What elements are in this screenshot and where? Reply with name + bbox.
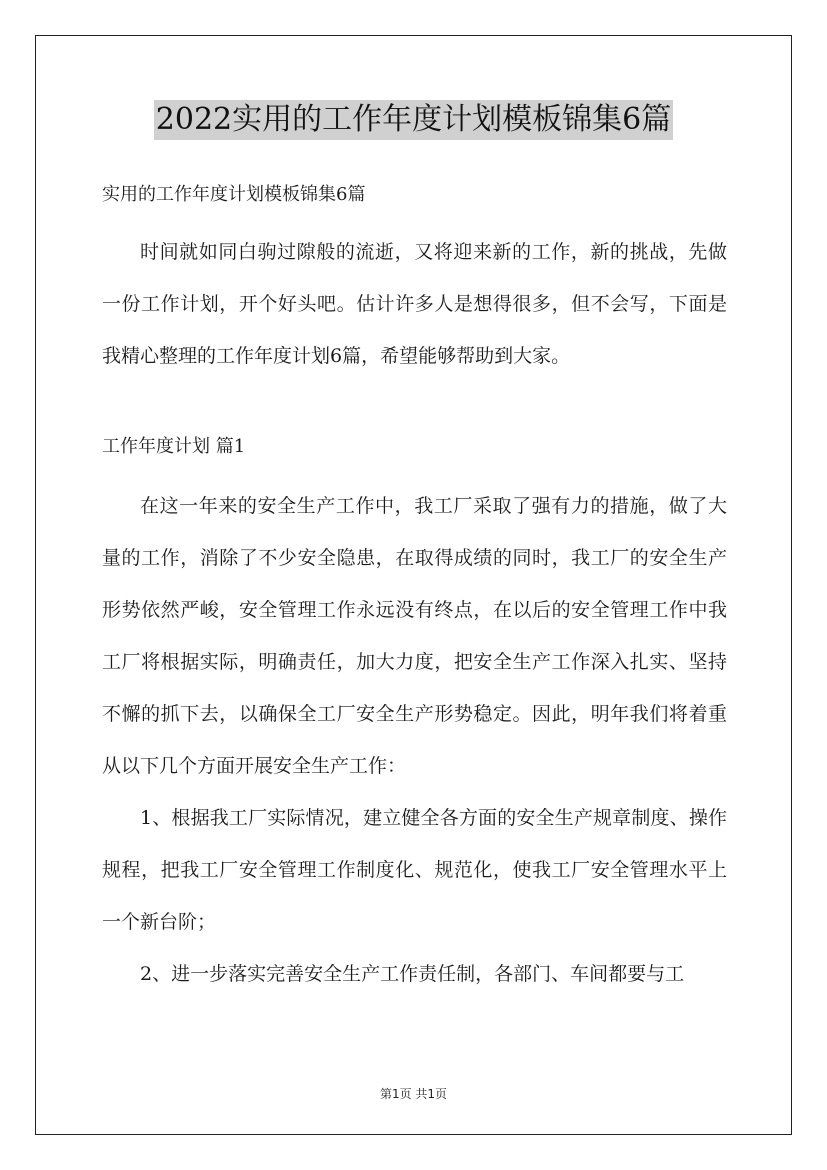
document-title: 2022实用的工作年度计划模板锦集6篇 <box>154 100 673 140</box>
document-body <box>102 176 727 1000</box>
body-paragraph-1: 在这一年来的安全生产工作中，我工厂采取了强有力的措施，做了大量的工作，消除了不少安全隐患，在取得成绩的同时，我工厂的安全生产形势依然严峻，安全管理工作永远没有终点，在以后的安全管理工作中我工厂将根据实际，明确责任，加大力度，把安全生产工作深入扎实、坚持不懈的抓下去，以确保全工厂安全生产形势稳定。因此，明年我们将着重从以下几个方面开展安全生产工作： <box>102 495 727 777</box>
page-footer: 第1页 共1页 <box>379 1087 448 1101</box>
title-container <box>0 100 827 140</box>
document-subtitle: 实用的工作年度计划模板锦集6篇 <box>102 184 366 205</box>
body-paragraph-2: 1、根据我工厂实际情况，建立健全各方面的安全生产规章制度、操作规程，把我工厂安全管理工作制度化、规范化，使我工厂安全管理水平上一个新台阶； <box>102 807 727 933</box>
section-heading: 工作年度计划 篇1 <box>102 436 246 457</box>
intro-paragraph: 时间就如同白驹过隙般的流逝，又将迎来新的工作，新的挑战，先做一份工作计划，开个好头吧。估计许多人是想得很多，但不会写，下面是我精心整理的工作年度计划6篇，希望能够帮助到大家。 <box>102 241 727 367</box>
body-paragraph-3: 2、进一步落实完善安全生产工作责任制，各部门、车间都要与工 <box>140 963 685 985</box>
